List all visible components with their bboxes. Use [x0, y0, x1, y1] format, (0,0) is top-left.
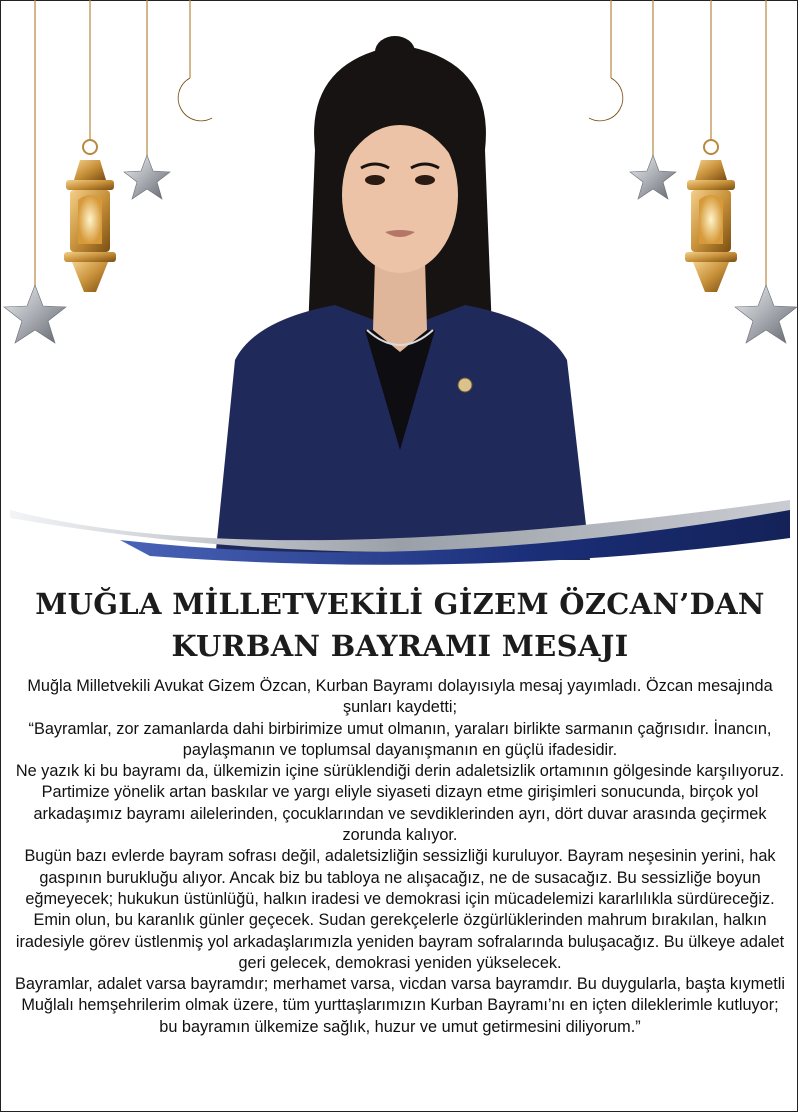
paragraph: Muğla Milletvekili Avukat Gizem Özcan, Kurban Bayramı dolayısıyla mesaj yayımladı. Özcan mesajında şunları kaydetti;	[27, 677, 773, 717]
star-icon	[630, 155, 676, 199]
headline-line-2: KURBAN BAYRAMI MESAJI	[171, 629, 629, 663]
star-icon	[4, 285, 66, 343]
headline-line-1: MUĞLA MİLLETVEKİLİ GİZEM ÖZCAN’DAN	[35, 587, 765, 621]
paragraph: Ne yazık ki bu bayramı da, ülkemizin içine sürüklendiği derin adaletsizlik ortamının gölgesinde karşılıyoruz. Partimize yönelik artan baskılar ve yargı eliyle siyaseti dizayn etme girişimleri sonucunda, birçok yol arkadaşımız bayramı ailelerinden, çocuklarından ve sevdiklerinden ayrı, dört duvar arasında geçirmek zorunda kalıyor.	[15, 762, 785, 845]
paragraph: “Bayramlar, zor zamanlarda dahi birbirimize umut olmanın, yaraları birlikte sarmanın çağrısıdır. İnancın, paylaşmanın ve toplumsal dayanışmanın en güçlü ifadesidir.	[28, 719, 772, 759]
lantern-icon	[685, 140, 737, 292]
headline	[0, 583, 800, 667]
paragraph: Bugün bazı evlerde bayram sofrası değil, adaletsizliğin sessizliği kuruluyor. Bayram neşesinin yerini, hak gaspının burukluğu alıyor. Ancak biz bu tabloya ne alışacağız, ne de susacağız. Bu sessizliğe boyun eğmeyecek; hukukun üstünlüğü, halkın iradesi ve demokrasi için mücadelemizi kararlılıkla sürdüreceğiz.	[24, 847, 776, 908]
star-icon	[124, 155, 170, 199]
decorative-swoosh	[0, 480, 800, 570]
paragraph: Bayramlar, adalet varsa bayramdır; merhamet varsa, vicdan varsa bayramdır. Bu duygularla, başta kıymetli Muğlalı hemşehrilerim olmak üzere, tüm yurttaşlarımızın Kurban Bayramı’nı en içten dileklerimle kutluyor; bu bayramın ülkemize sağlık, huzur ve umut getirmesini diliyorum.”	[14, 975, 786, 1036]
paragraph: Emin olun, bu karanlık günler geçecek. Sudan gerekçelerle özgürlüklerinden mahrum bırakılan, halkın iradesiyle görev üstlenmiş yol arkadaşlarımızla yeniden bayram sofralarında buluşacağız. Bu ülkeye adalet geri gelecek, demokrasi yeniden yükselecek.	[15, 911, 785, 972]
star-icon	[735, 285, 797, 343]
lantern-icon	[64, 140, 116, 292]
message-body	[14, 676, 786, 1038]
